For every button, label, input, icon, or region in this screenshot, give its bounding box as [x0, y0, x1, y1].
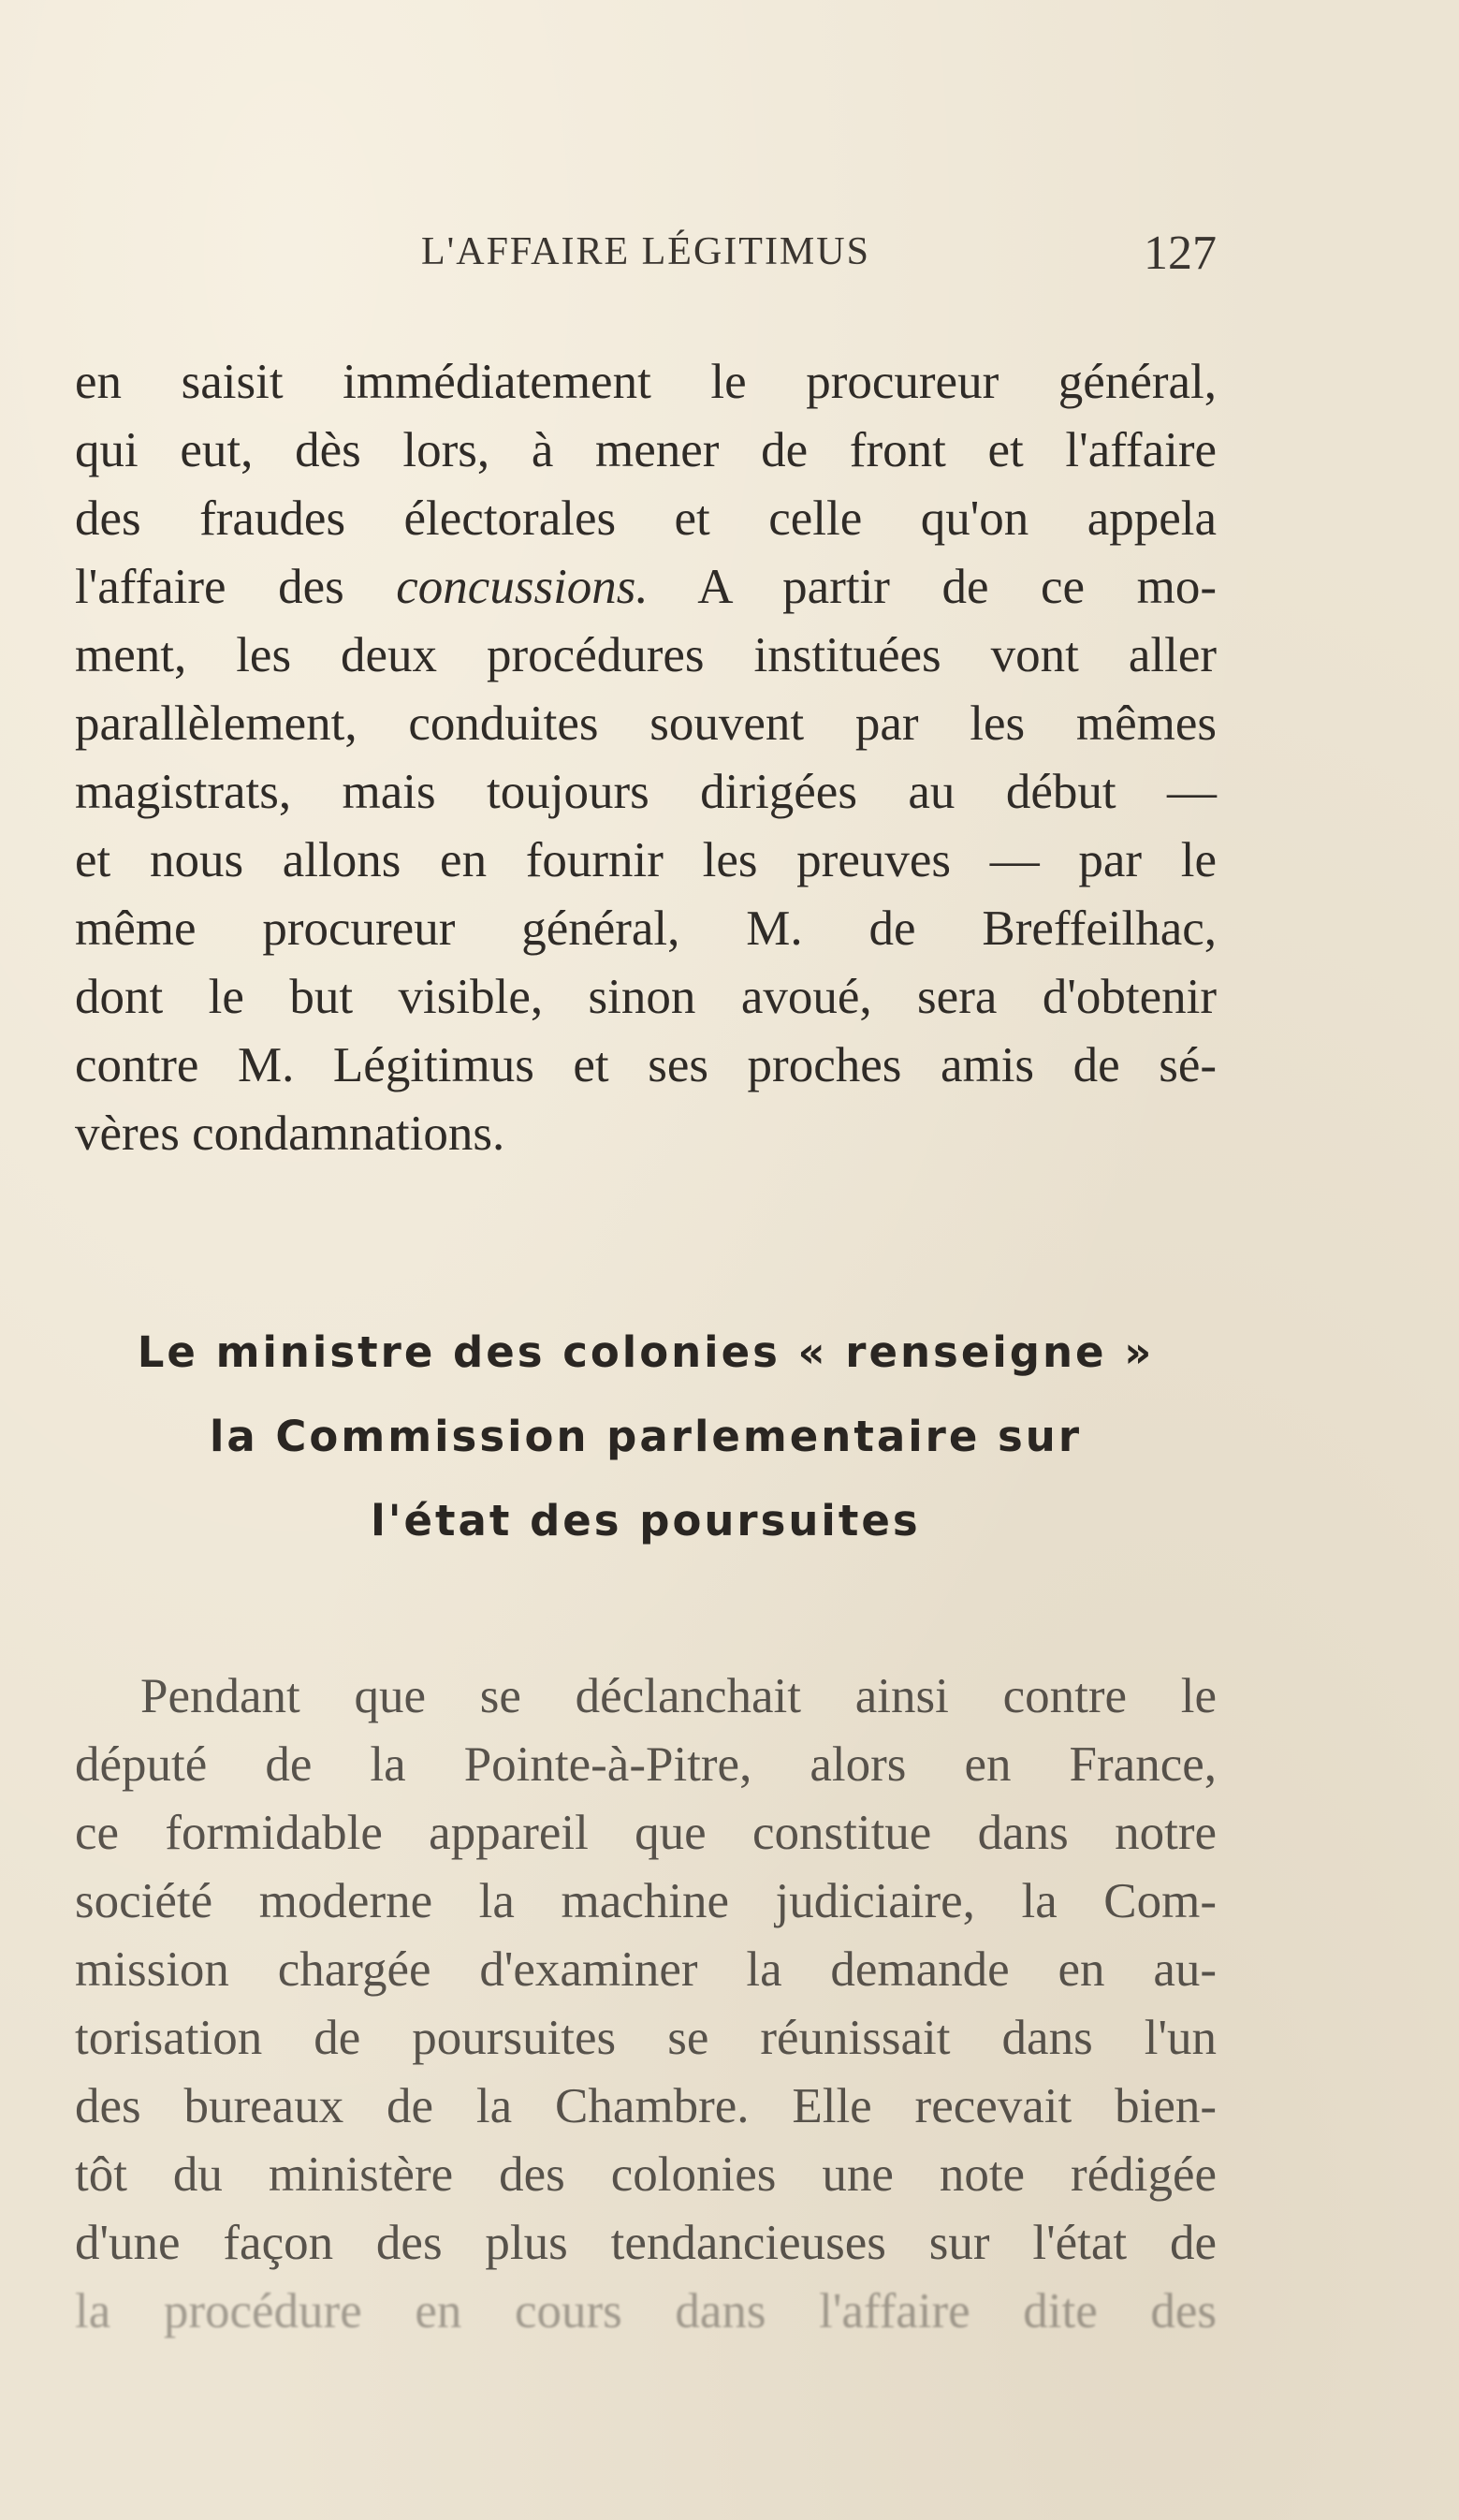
text-line: vères condamnations.: [75, 1106, 505, 1161]
text-line: ment, les deux procédures instituées vont aller: [75, 628, 1217, 682]
heading-line: l'état des poursuites: [371, 1496, 921, 1546]
text-line: Pendant que se déclanchait ainsi contre le: [140, 1669, 1217, 1723]
heading-line: Le ministre des colonies « renseigne »: [137, 1327, 1155, 1377]
text-line: des bureaux de la Chambre. Elle recevait bien-: [75, 2079, 1217, 2133]
text-line: torisation de poursuites se réunissait dans l'un: [75, 2011, 1217, 2065]
paragraph-concussions: [75, 348, 1217, 1168]
text-line: dont le but visible, sinon avoué, sera d'obtenir: [75, 970, 1217, 1024]
text-fragment: l'affaire des: [75, 560, 344, 614]
section-heading: [75, 1311, 1217, 1563]
italic-term: concussions.: [396, 560, 649, 614]
text-line: qui eut, dès lors, à mener de front et l'affaire: [75, 423, 1217, 477]
text-line: en saisit immédiatement le procureur général,: [75, 355, 1217, 409]
text-line: des fraudes électorales et celle qu'on appela: [75, 491, 1217, 546]
running-title: L'AFFAIRE LÉGITIMUS: [421, 230, 870, 273]
page-number: 127: [1144, 227, 1217, 280]
text-line: société moderne la machine judiciaire, la Com-: [75, 1874, 1217, 1928]
text-line: contre M. Légitimus et ses proches amis de sé-: [75, 1038, 1217, 1092]
text-line: la procédure en cours dans l'affaire dite des: [75, 2284, 1217, 2338]
text-line: d'une façon des plus tendancieuses sur l'état de: [75, 2216, 1217, 2270]
text-fragment: A partir de ce mo-: [697, 560, 1217, 614]
text-line: magistrats, mais toujours dirigées au début —: [75, 765, 1217, 819]
text-line: et nous allons en fournir les preuves — par le: [75, 833, 1217, 887]
text-line: député de la Pointe-à-Pitre, alors en France,: [75, 1737, 1217, 1792]
text-line: ce formidable appareil que constitue dans notre: [75, 1806, 1217, 1860]
paragraph-commission: [75, 1663, 1217, 2346]
text-line: même procureur général, M. de Breffeilhac,: [75, 901, 1217, 956]
text-line: tôt du ministère des colonies une note rédigée: [75, 2147, 1217, 2202]
text-line: mission chargée d'examiner la demande en au-: [75, 1942, 1217, 1997]
heading-line: la Commission parlementaire sur: [209, 1412, 1083, 1461]
text-line: parallèlement, conduites souvent par les mêmes: [75, 696, 1217, 751]
running-header: [75, 229, 1217, 295]
text-line: [75, 553, 1217, 622]
